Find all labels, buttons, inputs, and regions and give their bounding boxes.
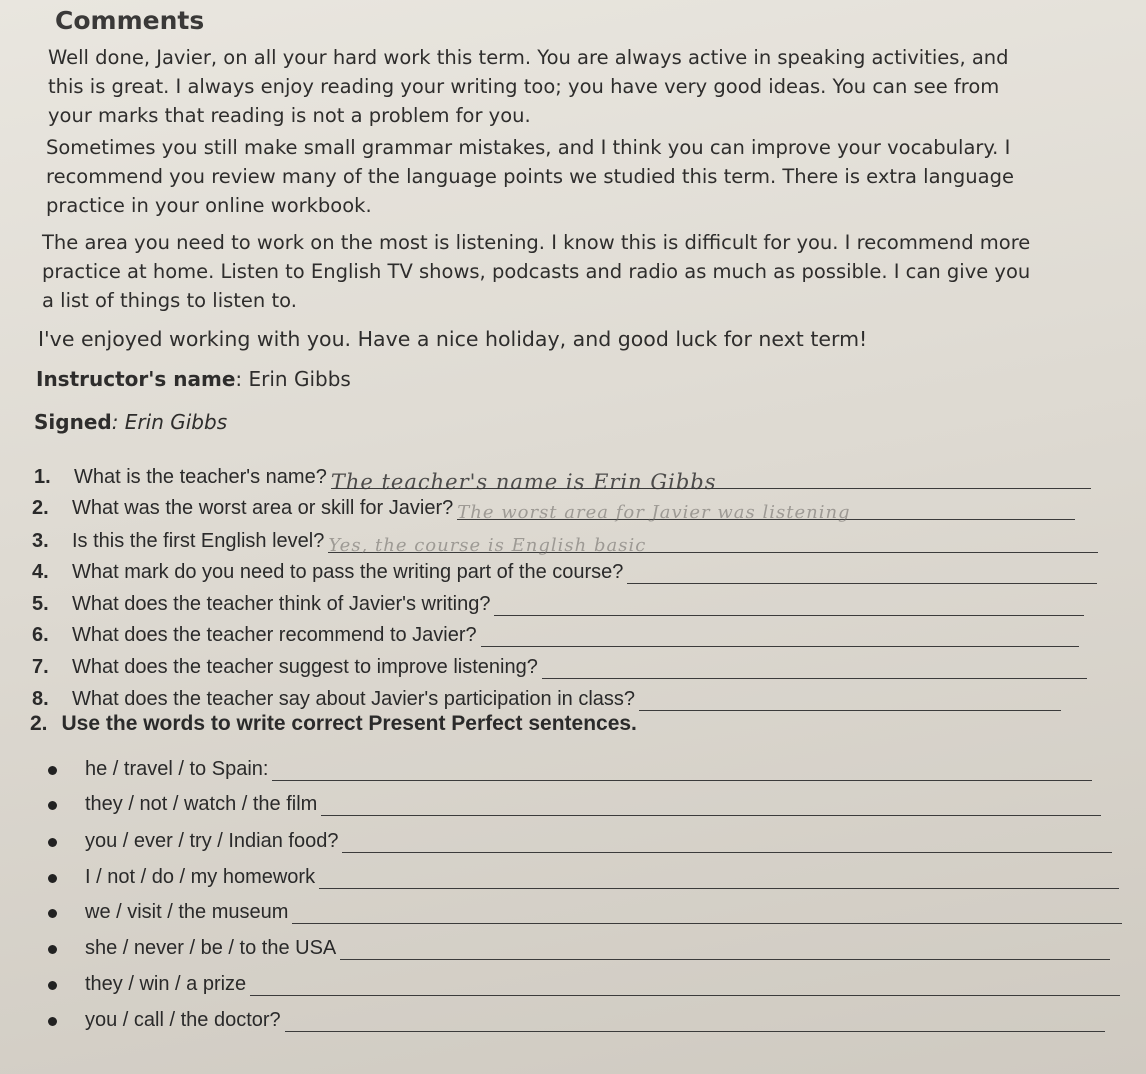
- signed-label: Signed: [34, 410, 112, 434]
- question-text: What is the teacher's name?: [74, 466, 327, 488]
- instructor-value: : Erin Gibbs: [235, 367, 351, 391]
- task-2-instruction: [30, 712, 637, 736]
- question-text: What does the teacher suggest to improve listening?: [72, 656, 538, 678]
- handwritten-answer: The worst area for Javier was listening: [457, 502, 851, 523]
- handwritten-answer: The teacher's name is Erin Gibbs: [330, 470, 717, 494]
- question-number: 1.: [34, 466, 51, 488]
- exercise-item: [48, 937, 1110, 960]
- answer-line[interactable]: [639, 690, 1061, 711]
- question-8: [32, 688, 1061, 711]
- answer-line[interactable]: [319, 868, 1119, 889]
- exercise-prompt: you / call / the doctor?: [85, 1009, 281, 1031]
- question-number: 4.: [32, 561, 49, 583]
- answer-line[interactable]: [328, 532, 1098, 556]
- task-instruction-text: Use the words to write correct Present Perfect sentences.: [61, 712, 637, 735]
- answer-line[interactable]: [292, 903, 1122, 924]
- bullet-icon: [48, 874, 57, 883]
- question-1: [34, 466, 1091, 494]
- answer-line[interactable]: [340, 939, 1110, 960]
- bullet-icon: [48, 1017, 57, 1026]
- answer-line[interactable]: [457, 499, 1075, 523]
- exercise-prompt: you / ever / try / Indian food?: [85, 830, 339, 852]
- task-number: 2.: [30, 712, 48, 735]
- bullet-icon: [48, 945, 57, 954]
- instructor-name: [36, 367, 351, 391]
- question-7: [32, 656, 1087, 679]
- question-text: What was the worst area or skill for Javier?: [72, 497, 454, 519]
- answer-line[interactable]: [250, 975, 1120, 996]
- comment-paragraph-4: I've enjoyed working with you. Have a nice holiday, and good luck for next term!: [38, 327, 868, 351]
- exercise-prompt: I / not / do / my homework: [85, 866, 316, 888]
- exercise-item: [48, 758, 1092, 781]
- exercise-prompt: they / not / watch / the film: [85, 793, 318, 815]
- question-6: [32, 624, 1079, 647]
- comment-paragraph-1: Well done, Javier, on all your hard work this term. You are always active in speaking activities, and this is great. I always enjoy reading your writing too; you have very good ideas. You can see from your marks that reading is not a problem for you.: [48, 46, 1009, 127]
- question-5: [32, 593, 1084, 616]
- question-2: [32, 497, 1075, 523]
- exercise-item: [48, 973, 1120, 996]
- answer-line[interactable]: [542, 658, 1087, 679]
- answer-line[interactable]: [481, 626, 1079, 647]
- question-text: What does the teacher think of Javier's writing?: [72, 593, 491, 615]
- question-4: [32, 561, 1097, 584]
- question-number: 7.: [32, 656, 49, 678]
- instructor-label: Instructor's name: [36, 367, 236, 391]
- exercise-item: [48, 830, 1112, 853]
- answer-line[interactable]: [285, 1011, 1105, 1032]
- exercise-item: [48, 901, 1122, 924]
- question-number: 2.: [32, 497, 49, 519]
- question-number: 3.: [32, 530, 49, 552]
- question-text: What does the teacher recommend to Javier?: [72, 624, 477, 646]
- signed-value: : Erin Gibbs: [111, 410, 228, 434]
- bullet-icon: [48, 766, 57, 775]
- exercise-prompt: they / win / a prize: [85, 973, 247, 995]
- exercise-prompt: he / travel / to Spain:: [85, 758, 269, 780]
- question-3: [32, 530, 1098, 556]
- comments-heading: Comments: [55, 6, 205, 35]
- exercise-item: [48, 1009, 1105, 1032]
- bullet-icon: [48, 981, 57, 990]
- exercise-prompt: we / visit / the museum: [85, 901, 289, 923]
- answer-line[interactable]: [330, 468, 1091, 494]
- signature: [34, 410, 227, 434]
- bullet-icon: [48, 838, 57, 847]
- handwritten-answer: Yes, the course is English basic: [328, 535, 647, 556]
- answer-line[interactable]: [321, 795, 1101, 816]
- question-text: What mark do you need to pass the writing part of the course?: [72, 561, 624, 583]
- exercise-prompt: she / never / be / to the USA: [85, 937, 337, 959]
- bullet-icon: [48, 909, 57, 918]
- bullet-icon: [48, 801, 57, 810]
- question-number: 8.: [32, 688, 49, 710]
- question-text: What does the teacher say about Javier's participation in class?: [72, 688, 636, 710]
- answer-line[interactable]: [342, 832, 1112, 853]
- exercise-item: [48, 793, 1101, 816]
- answer-line[interactable]: [272, 760, 1092, 781]
- answer-line[interactable]: [627, 563, 1097, 584]
- question-number: 6.: [32, 624, 49, 646]
- answer-line[interactable]: [494, 595, 1084, 616]
- comment-paragraph-3: The area you need to work on the most is listening. I know this is difficult for you. I recommend more practice at home. Listen to English TV shows, podcasts and radio as much as possible. I can give you a list of things to listen to.: [42, 231, 1031, 312]
- exercise-item: [48, 866, 1119, 889]
- question-number: 5.: [32, 593, 49, 615]
- comment-paragraph-2: Sometimes you still make small grammar mistakes, and I think you can improve your vocabulary. I recommend you review many of the language points we studied this term. There is extra language practice in your online workbook.: [46, 136, 1014, 217]
- question-text: Is this the first English level?: [72, 530, 325, 552]
